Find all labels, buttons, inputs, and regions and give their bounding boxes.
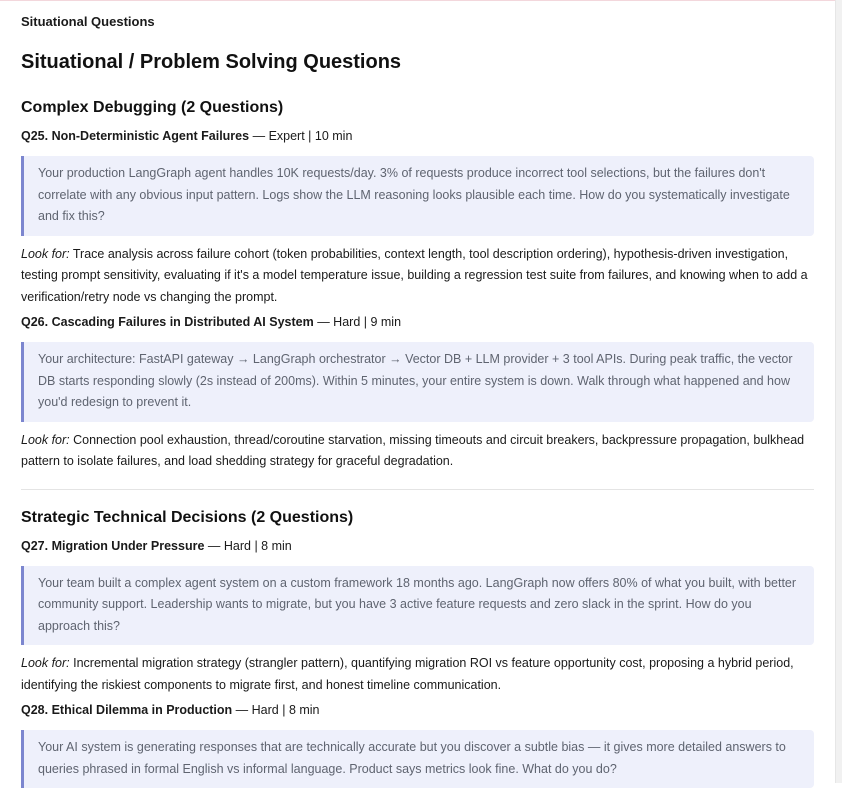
look-for — [21, 244, 814, 309]
question-title: Ethical Dilemma in Production — [51, 703, 233, 717]
section-title: Complex Debugging (2 Questions) — [21, 99, 284, 116]
question-prompt: Your team built a complex agent system on a custom framework 18 months ago. LangGraph now offers 80% of what you built, with better community support. Leadership wants to migrate, but you have 3 active feature requests and zero slack in the sprint. How do you approach this? — [21, 566, 814, 646]
question-heading — [21, 314, 814, 330]
question-id: Q27. — [21, 538, 49, 553]
question-meta: Hard | 9 min — [333, 315, 402, 329]
page-title: Situational / Problem Solving Questions — [21, 51, 402, 73]
question-title: Migration Under Pressure — [51, 538, 205, 553]
question-title: Cascading Failures in Distributed AI System — [51, 315, 314, 329]
look-for-text: Trace analysis across failure cohort (token probabilities, context length, tool description ordering), hypothesis-driven investigation, testing prompt sensitivity, evaluating if it's a model temperature issue, building a regression test suite from failures, and knowing when to add a verification/retry node vs changing the prompt. — [21, 246, 808, 304]
question-heading — [21, 702, 814, 718]
question-meta: Expert | 10 min — [268, 129, 353, 143]
question-separator: — — [252, 129, 266, 143]
look-for-label: Look for: — [21, 656, 70, 670]
section-title: Strategic Technical Decisions (2 Questions) — [21, 508, 354, 526]
question-meta: Hard | 8 min — [251, 703, 320, 717]
question-prompt: Your architecture: FastAPI gateway → LangGraph orchestrator → Vector DB + LLM provider + 3 tool APIs. During peak traffic, the vector DB starts responding slowly (2s instead of 200ms). Within 5 minutes, your entire system is down. Walk through what happened and how you'd redesign to prevent it. — [21, 342, 814, 422]
look-for-text: Connection pool exhaustion, thread/coroutine starvation, missing timeouts and circuit breakers, backpressure propagation, bulkhead pattern to isolate failures, and load shedding strategy for graceful degradation. — [21, 432, 805, 468]
question-separator: — — [317, 315, 330, 329]
question-id: Q25. — [21, 129, 49, 143]
look-for-label: Look for: — [21, 432, 70, 447]
question-heading — [21, 538, 814, 554]
breadcrumb: Situational Questions — [21, 14, 155, 29]
question-title: Non-Deterministic Agent Failures — [51, 129, 250, 143]
question-separator: — — [207, 538, 221, 553]
look-for — [21, 430, 814, 473]
scrollbar[interactable] — [835, 0, 842, 783]
question-heading — [21, 128, 814, 144]
question-separator: — — [235, 703, 249, 717]
question-meta: Hard | 8 min — [223, 538, 292, 553]
look-for-text: Incremental migration strategy (strangler pattern), quantifying migration ROI vs feature opportunity cost, proposing a hybrid period, identifying the riskiest components to migrate first, and honest timeline communication. — [21, 656, 794, 692]
look-for — [21, 653, 814, 696]
question-prompt: Your AI system is generating responses that are technically accurate but you discover a subtle bias — it gives more detailed answers to queries phrased in formal English vs informal language. Product says metrics look fine. What do you do? — [21, 730, 814, 788]
question-id: Q26. — [21, 315, 49, 329]
look-for-label: Look for: — [21, 246, 70, 261]
question-id: Q28. — [21, 703, 49, 717]
document-body — [21, 0, 814, 788]
section-divider — [21, 489, 814, 490]
question-prompt: Your production LangGraph agent handles 10K requests/day. 3% of requests produce incorrect tool selections, but the failures don't correlate with any obvious input pattern. Logs show the LLM reasoning looks plausible each time. How do you systematically investigate and fix this? — [21, 156, 814, 236]
